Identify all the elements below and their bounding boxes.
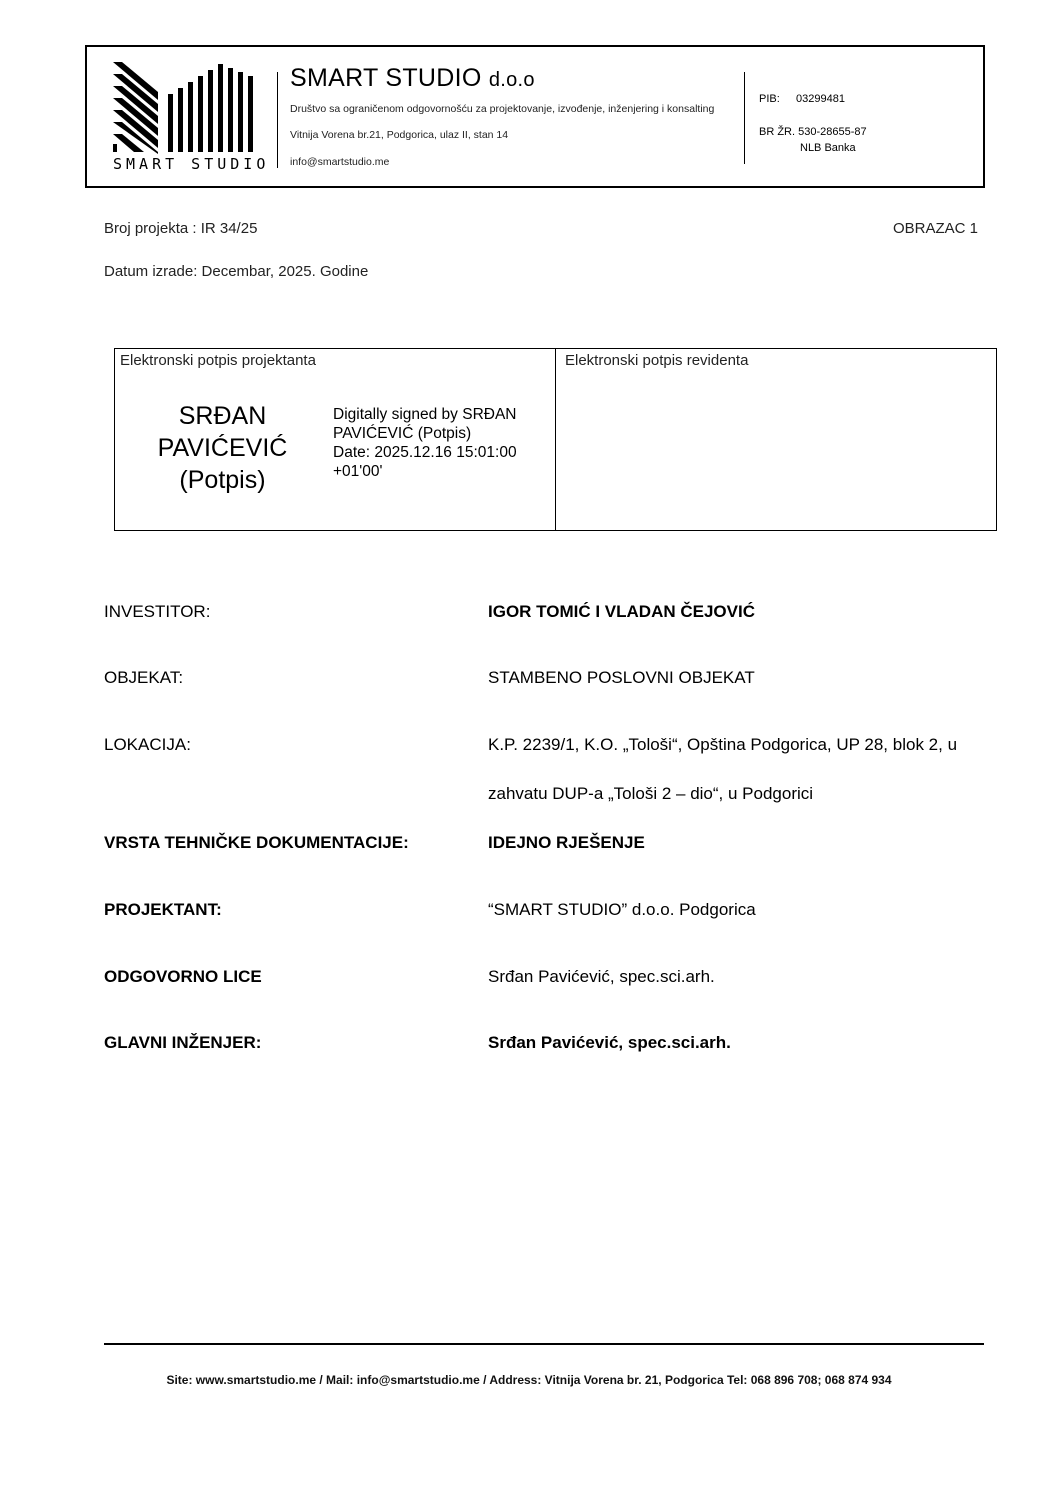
signer-name-line: SRĐAN <box>178 402 267 430</box>
signer-name <box>140 400 305 496</box>
company-description: Društvo sa ograničenom odgovornošću za projektovanje, izvođenje, inženjering i konsalting <box>290 103 715 115</box>
created-date: Datum izrade: Decembar, 2025. Godine <box>104 263 369 280</box>
bank-account: BR ŽR. 530-28655-87 <box>759 126 867 138</box>
company-email: info@smartstudio.me <box>290 156 390 168</box>
location-label: LOKACIJA: <box>104 735 191 754</box>
company-name-text: SMART STUDIO <box>290 64 482 92</box>
signature-table-divider <box>555 348 556 531</box>
designer-label: PROJEKTANT: <box>104 900 222 919</box>
logo-wordmark: SMART STUDIO <box>113 155 270 173</box>
pib-value: 03299481 <box>796 93 845 105</box>
project-number: Broj projekta : IR 34/25 <box>104 220 258 237</box>
designer-value: “SMART STUDIO” d.o.o. Podgorica <box>488 900 756 919</box>
object-value: STAMBENO POSLOVNI OBJEKAT <box>488 668 755 687</box>
investor-label: INVESTITOR: <box>104 602 211 621</box>
header-divider <box>744 72 745 164</box>
chief-engineer-label: GLAVNI INŽENJER: <box>104 1033 262 1052</box>
signature-detail-line: PAVIĆEVIĆ (Potpis) <box>333 425 472 442</box>
signer-name-line: PAVIĆEVIĆ <box>157 434 288 462</box>
company-name <box>290 64 535 93</box>
company-address: Vitnija Vorena br.21, Podgorica, ulaz II, stan 14 <box>290 129 509 141</box>
investor-value: IGOR TOMIĆ I VLADAN ČEJOVIĆ <box>488 602 755 621</box>
header-divider <box>277 72 278 168</box>
location-value-line2: zahvatu DUP-a „Tološi 2 – dio“, u Podgorici <box>488 784 814 803</box>
signature-detail-line: Date: 2025.12.16 15:01:00 <box>333 444 517 461</box>
designer-signature-label: Elektronski potpis projektanta <box>120 352 316 369</box>
form-label: OBRAZAC 1 <box>893 220 979 237</box>
company-suffix: d.o.o <box>488 69 535 91</box>
reviewer-signature-label: Elektronski potpis revidenta <box>565 352 749 369</box>
doctype-value: IDEJNO RJEŠENJE <box>488 833 645 852</box>
responsible-value: Srđan Pavićević, spec.sci.arh. <box>488 967 715 986</box>
signature-detail-line: +01'00' <box>333 463 383 480</box>
footer-divider <box>104 1343 984 1345</box>
location-value-line1: K.P. 2239/1, K.O. „Tološi“, Opština Podgorica, UP 28, blok 2, u <box>488 735 958 754</box>
footer-contact: Site: www.smartstudio.me / Mail: info@smartstudio.me / Address: Vitnija Vorena br. 21, Podgorica Tel: 068 896 708; 068 874 934 <box>166 1373 892 1387</box>
pib-label: PIB: <box>759 93 780 105</box>
signer-name-line: (Potpis) <box>179 466 266 494</box>
chief-engineer-value: Srđan Pavićević, spec.sci.arh. <box>488 1033 731 1052</box>
bank-name: NLB Banka <box>800 142 856 154</box>
responsible-label: ODGOVORNO LICE <box>104 967 262 986</box>
object-label: OBJEKAT: <box>104 668 184 687</box>
signature-detail-line: Digitally signed by SRĐAN <box>333 406 517 423</box>
signature-details <box>333 405 517 481</box>
doctype-label: VRSTA TEHNIČKE DOKUMENTACIJE: <box>104 833 409 852</box>
